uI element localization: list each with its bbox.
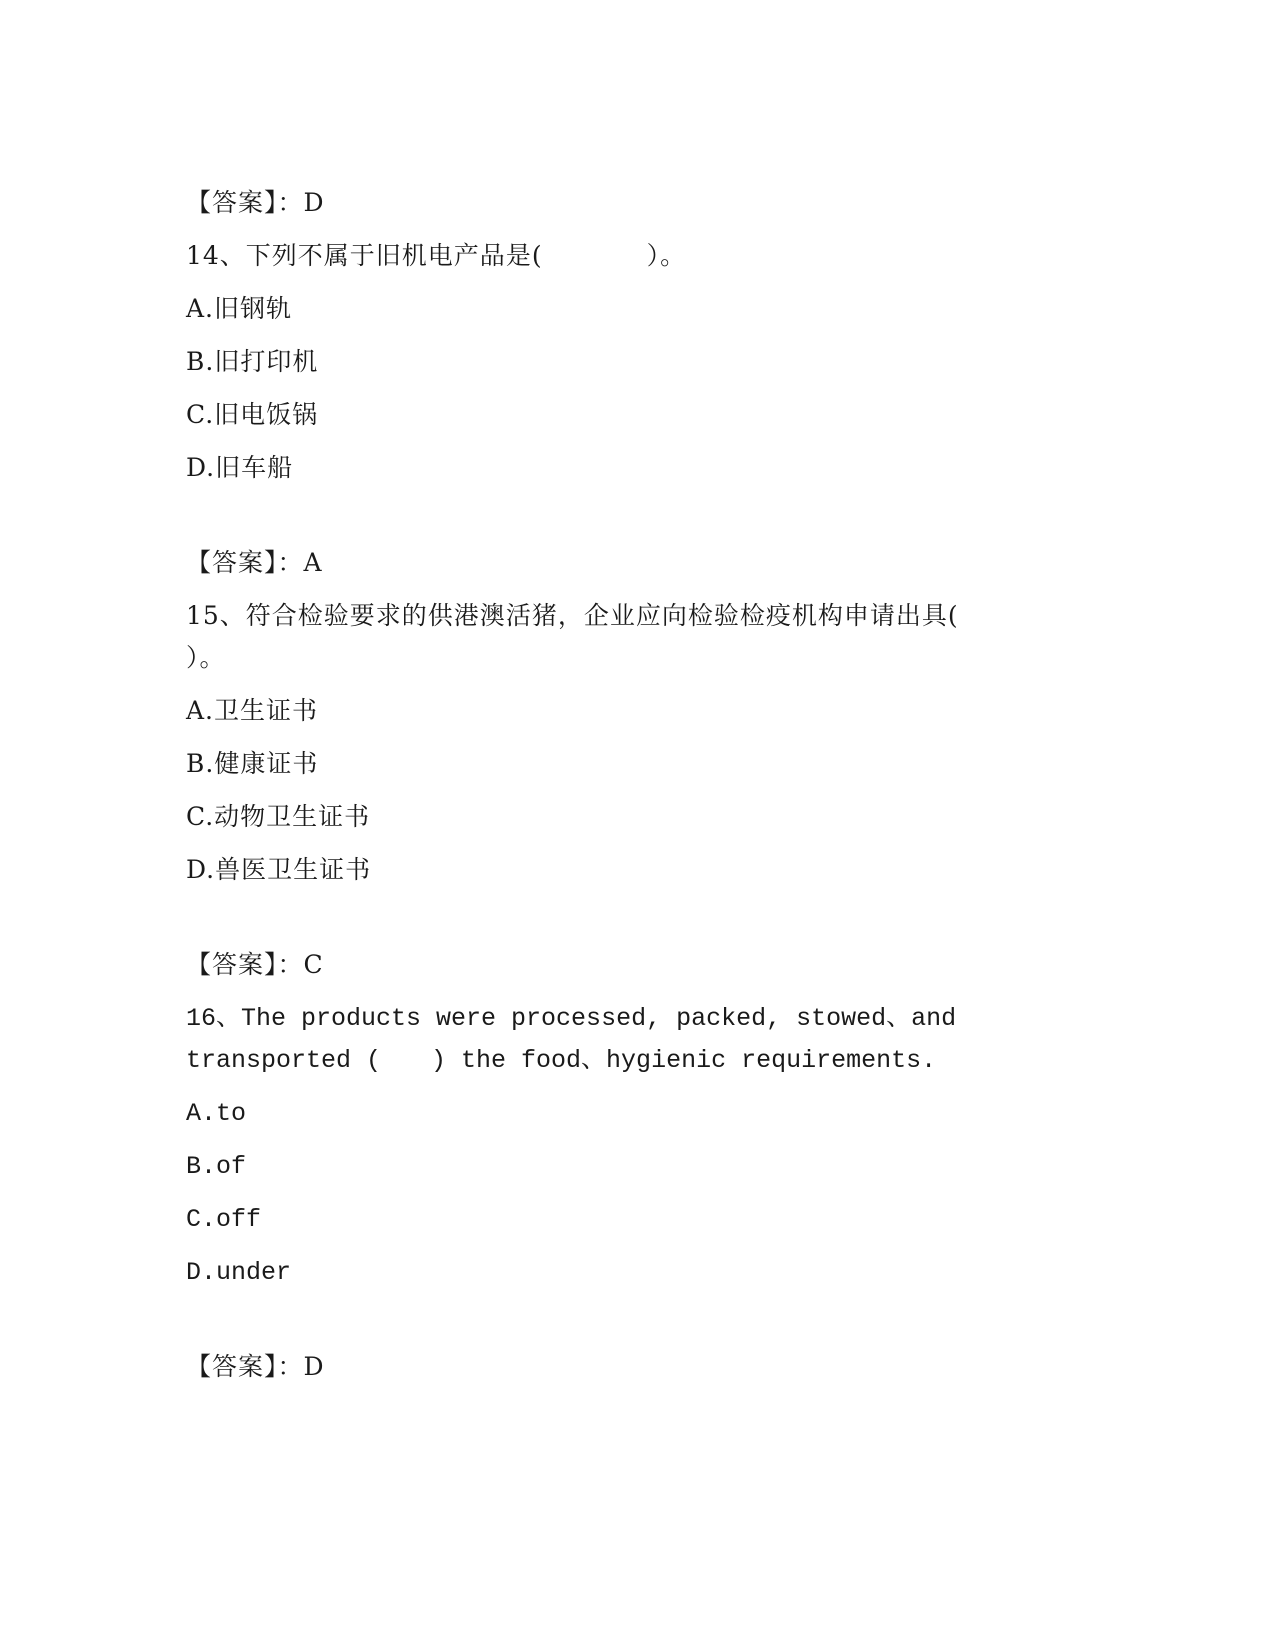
question-14-option-b: B.旧打印机: [186, 347, 319, 376]
question-14-option-c: C.旧电饭锅: [186, 400, 319, 429]
question-16-option-a: A.to: [186, 1099, 247, 1128]
question-15-option-c: C.动物卫生证书: [186, 802, 371, 831]
question-14-text: 14、下列不属于旧机电产品是( ）。: [186, 241, 687, 270]
question-16-answer: 【答案】：D: [186, 1352, 325, 1381]
question-16-option-c: C.off: [186, 1205, 262, 1234]
question-15-option-a: A.卫生证书: [186, 696, 319, 725]
question-15-answer: 【答案】：C: [186, 950, 324, 979]
question-15-text-line1: 15、符合检验要求的供港澳活猪，企业应向检验检疫机构申请出具(: [186, 601, 959, 630]
question-14-answer: 【答案】：A: [186, 548, 323, 577]
question-16-text-line2: transported ( ) the food、hygienic requirements.: [186, 1046, 937, 1075]
question-16-option-b: B.of: [186, 1152, 247, 1181]
question-16-text-line1: 16、The products were processed, packed, stowed、and: [186, 1004, 957, 1033]
question-15-option-b: B.健康证书: [186, 749, 319, 778]
answer-line: 【答案】：D: [186, 188, 325, 217]
question-14-option-d: D.旧车船: [186, 453, 294, 482]
question-15-option-d: D.兽医卫生证书: [186, 855, 372, 884]
question-16-option-d: D.under: [186, 1258, 292, 1287]
question-15-text-line2: ）。: [186, 643, 226, 672]
question-14-option-a: A.旧钢轨: [186, 294, 293, 323]
